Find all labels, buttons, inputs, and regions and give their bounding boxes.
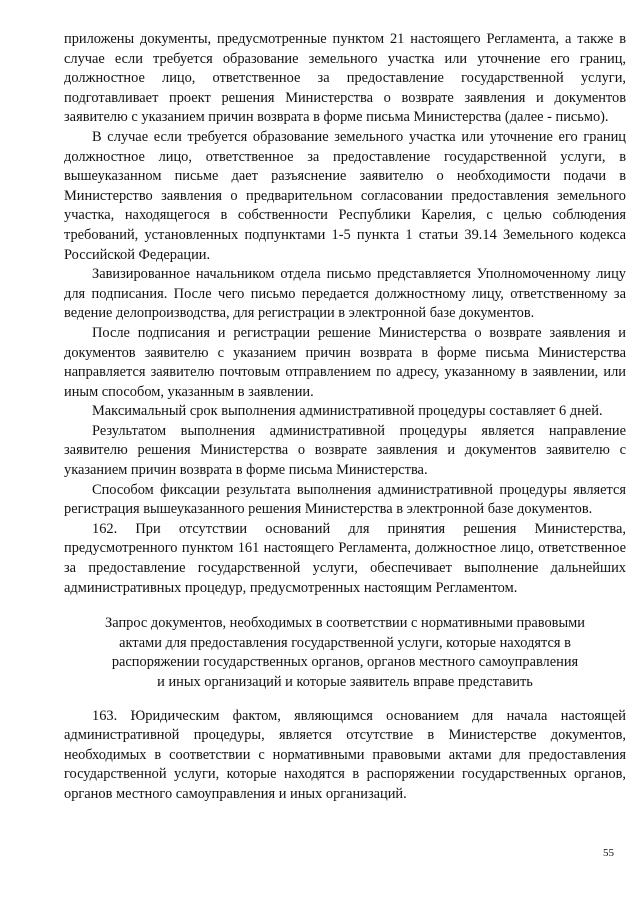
paragraph-max-duration: Максимальный срок выполнения административной процедуры составляет 6 дней. (92, 403, 603, 420)
paragraph-boundary-clarification: В случае если требуется образование земельного участка или уточнение его границ должностное лицо, ответственное за предоставление государственной услуги, в вышеуказанном письме дает разъяснение заявителю о необходимости подачи в Министерство заявления о предварительном согласовании предоставления земельного участка, находящегося в собственности Республики Карелия, с целью соблюдения требований, установленных подпунктами 1-5 пункта 1 статьи 39.14 Земельного кодекса Российской Федерации. (64, 128, 626, 263)
paragraph-letter-signing: Завизированное начальником отдела письмо представляется Уполномоченному лицу для подписания. После чего письмо передается должностному лицу, ответственному за ведение делопроизводства, для регистрации в электронной базе документов. (64, 266, 626, 322)
paragraph-letter-sending: После подписания и регистрации решение Министерства о возврате заявления и документов заявителю с указанием причин возврата в форме письма Министерства направляется заявителю почтовым отправлением по адресу, указанному в заявлении, или иным способом, указанным в заявлении. (64, 324, 626, 400)
section-heading-line: актами для предоставления государственной услуги, которые находятся в (119, 634, 571, 651)
section-heading-line: Запрос документов, необходимых в соответствии с нормативными правовыми (105, 615, 585, 632)
document-body (64, 30, 626, 805)
paragraph-result-fixation: Способом фиксации результата выполнения административной процедуры является регистрация вышеуказанного решения Министерства в электронной базе документов. (64, 481, 626, 518)
paragraph-continuation: приложены документы, предусмотренные пунктом 21 настоящего Регламента, а также в случае если требуется образование земельного участка или уточнение его границ, должностное лицо, ответственное за предоставление государственной услуги, подготавливает проект решения Министерства о возврате заявления и документов заявителю с указанием причин возврата в форме письма Министерства (далее - письмо). (64, 31, 626, 126)
paragraph-item-163: 163. Юридическим фактом, являющимся основанием для начала настоящей административной процедуры, является отсутствие в Министерстве документов, необходимых в соответствии с нормативными правовыми актами для предоставления государственной услуги, которые находятся в распоряжении государственных органов, органов местного самоуправления и иных организаций. (64, 707, 626, 802)
section-heading (64, 614, 626, 692)
page-number: 55 (603, 847, 614, 859)
paragraph-item-162: 162. При отсутствии оснований для принятия решения Министерства, предусмотренного пунктом 161 настоящего Регламента, должностное лицо, ответственное за предоставление государственной услуги, обеспечивает выполнение дальнейших административных процедур, предусмотренных настоящим Регламентом. (64, 520, 626, 596)
section-heading-line: распоряжении государственных органов, органов местного самоуправления (111, 654, 579, 671)
section-heading-line: и иных организаций и которые заявитель вправе представить (157, 674, 533, 690)
paragraph-procedure-result: Результатом выполнения административной процедуры является направление заявителю решения Министерства о возврате заявления и документов заявителю с указанием причин возврата в форме письма Министерства. (64, 422, 626, 479)
